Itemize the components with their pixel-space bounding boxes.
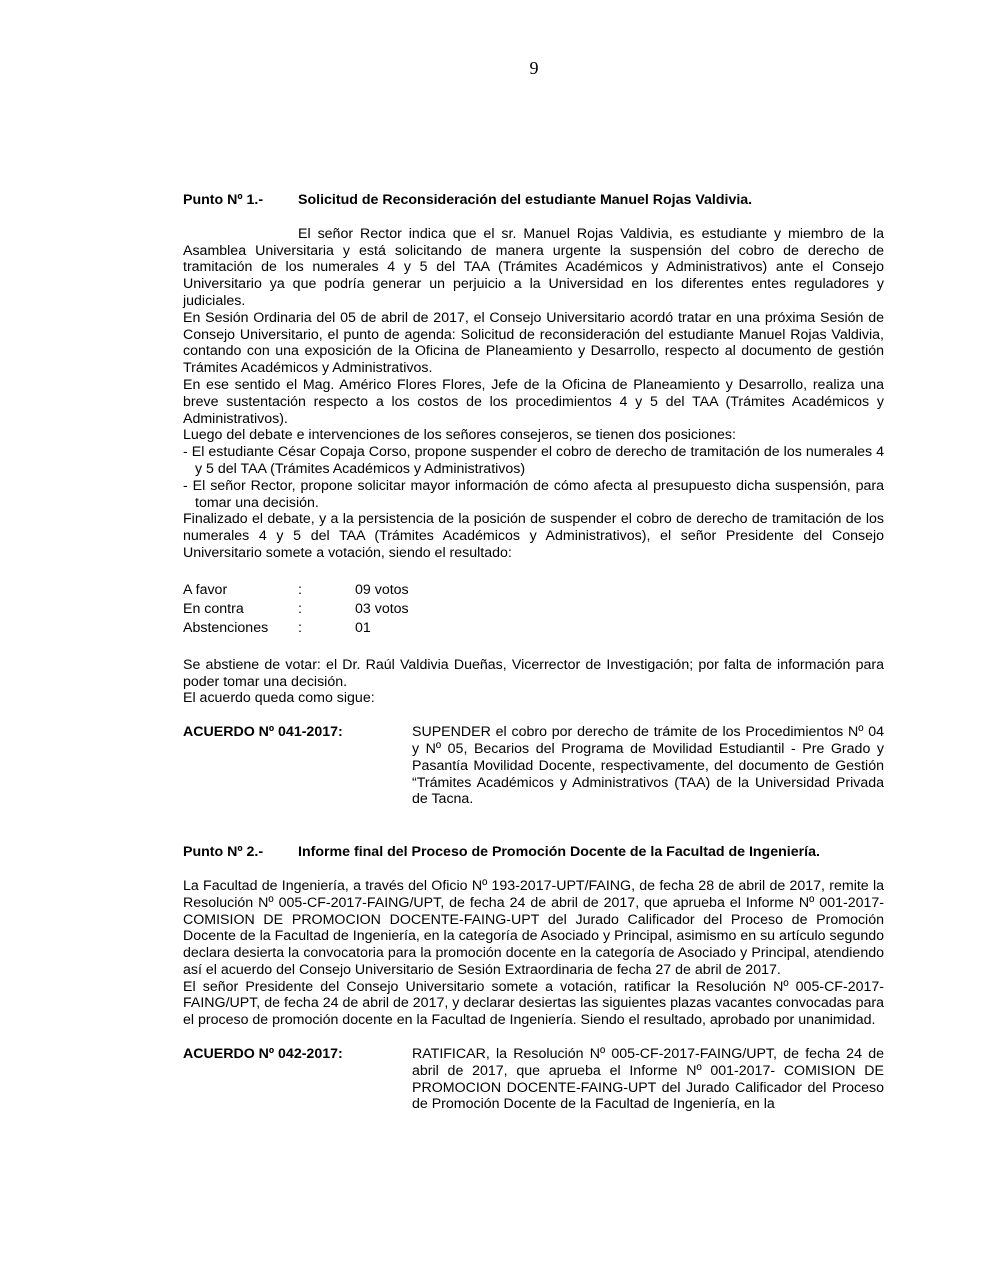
vote-label: En contra xyxy=(183,600,244,617)
vote-results xyxy=(183,581,884,638)
vote-colon: : xyxy=(298,600,302,617)
point-1-paragraph: El señor Rector indica que el sr. Manuel Rojas Valdivia, es estudiante y miembro de la Asamblea Universitaria y está solicitando de manera urgente la suspensión del cobro de derecho de tramitación de los numerales 4 y 5 del TAA (Trámites Académicos y Administrativos) ante el Consejo Universitario ya que podría generar un perjuicio a la Universidad en los diferentes entes reguladores y judiciales. xyxy=(183,225,884,309)
vote-colon: : xyxy=(298,619,302,636)
vote-value: 01 xyxy=(355,619,371,636)
point-1-number: Punto Nº 1.- xyxy=(183,192,264,208)
agreement-intro: El acuerdo queda como sigue: xyxy=(183,690,375,707)
point-1-title: Solicitud de Reconsideración del estudiante Manuel Rojas Valdivia. xyxy=(298,192,753,208)
vote-label: A favor xyxy=(183,581,228,598)
vote-row xyxy=(183,619,884,638)
point-2-number: Punto Nº 2.- xyxy=(183,844,264,861)
abstention-note: Se abstiene de votar: el Dr. Raúl Valdivia Dueñas, Vicerrector de Investigación; por falta de información para poder tomar una decisión. xyxy=(183,656,884,690)
page-number: 9 xyxy=(529,58,539,78)
point-2-heading xyxy=(183,844,884,861)
agreement-041 xyxy=(183,724,884,808)
point-1-paragraph: En Sesión Ordinaria del 05 de abril de 2017, el Consejo Universitario acordó tratar en una próxima Sesión de Consejo Universitario, el punto de agenda: Solicitud de reconsideración del estudiante Manuel Rojas Valdivia, contando con una exposición de la Oficina de Planeamiento y Desarrollo, respecto al documento de gestión Trámites Académicos y Administrativos. xyxy=(183,309,884,377)
position-bullet: - El señor Rector, propone solicitar mayor información de cómo afecta al presupuesto dicha suspensión, para tomar una decisión. xyxy=(183,477,884,511)
point-2-title: Informe final del Proceso de Promoción Docente de la Facultad de Ingeniería. xyxy=(298,844,820,861)
point-2-paragraph: El señor Presidente del Consejo Universitario somete a votación, ratificar la Resolución Nº 005-CF-2017-FAING/UPT, de fecha 24 de abril de 2017, y declarar desiertas las siguientes plazas vacantes convocadas para el proceso de promoción docente en la Facultad de Ingeniería. Siendo el resultado, aprobado por unanimidad. xyxy=(183,978,884,1029)
vote-value: 09 votos xyxy=(355,581,409,598)
agreement-label: ACUERDO Nº 041-2017: xyxy=(183,724,343,741)
point-2-paragraph: La Facultad de Ingeniería, a través del Oficio Nº 193-2017-UPT/FAING, de fecha 28 de abril de 2017, remite la Resolución Nº 005-CF-2017-FAING/UPT, de fecha 24 de abril de 2017, que aprueba el Informe Nº 001-2017- COMISION DE PROMOCION DOCENTE-FAING-UPT del Jurado Calificador del Proceso de Promoción Docente de la Facultad de Ingeniería, en la categoría de Asociado y Principal, asimismo en su artículo segundo declara desierta la convocatoria para la promoción docente en la categoría de Asociado y Principal, atendiendo así el acuerdo del Consejo Universitario de Sesión Extraordinaria de fecha 27 de abril de 2017. xyxy=(183,877,884,978)
position-bullet: - El estudiante César Copaja Corso, propone suspender el cobro de derecho de tramitación de los numerales 4 y 5 del TAA (Trámites Académicos y Administrativos) xyxy=(183,444,884,477)
agreement-042 xyxy=(183,1046,884,1113)
point-1-heading xyxy=(183,192,884,209)
point-1-paragraph: Luego del debate e intervenciones de los señores consejeros, se tienen dos posiciones: xyxy=(183,427,736,444)
agreement-text: SUPENDER el cobro por derecho de trámite de los Procedimientos Nº 04 y Nº 05, Becarios del Programa de Movilidad Estudiantil - Pre Grado y Pasantía Movilidad Docente, respectivamente, del documento de Gestión “Trámites Académicos y Administrativos (TAA) de la Universidad Privada de Tacna. xyxy=(412,724,884,808)
vote-colon: : xyxy=(298,581,302,598)
vote-value: 03 votos xyxy=(355,600,409,617)
agreement-text: RATIFICAR, la Resolución Nº 005-CF-2017-FAING/UPT, de fecha 24 de abril de 2017, que aprueba el Informe Nº 001-2017- COMISION DE PROMOCION DOCENTE-FAING-UPT del Jurado Calificador del Proceso de Promoción Docente de la Facultad de Ingeniería, en la xyxy=(412,1046,884,1113)
agreement-label: ACUERDO Nº 042-2017: xyxy=(183,1046,343,1063)
document-body xyxy=(183,192,884,1113)
vote-row xyxy=(183,581,884,600)
point-1-closing: Finalizado el debate, y a la persistencia de la posición de suspender el cobro de derecho de tramitación de los numerales 4 y 5 del TAA (Trámites Académicos y Administrativos), el señor Presidente del Consejo Universitario somete a votación, siendo el resultado: xyxy=(183,511,884,561)
vote-row xyxy=(183,600,884,619)
point-1-paragraph: En ese sentido el Mag. Américo Flores Flores, Jefe de la Oficina de Planeamiento y Desarrollo, realiza una breve sustentación respecto a los costos de los procedimientos 4 y 5 del TAA (Trámites Académicos y Administrativos). xyxy=(183,376,884,427)
vote-label: Abstenciones xyxy=(183,619,269,636)
